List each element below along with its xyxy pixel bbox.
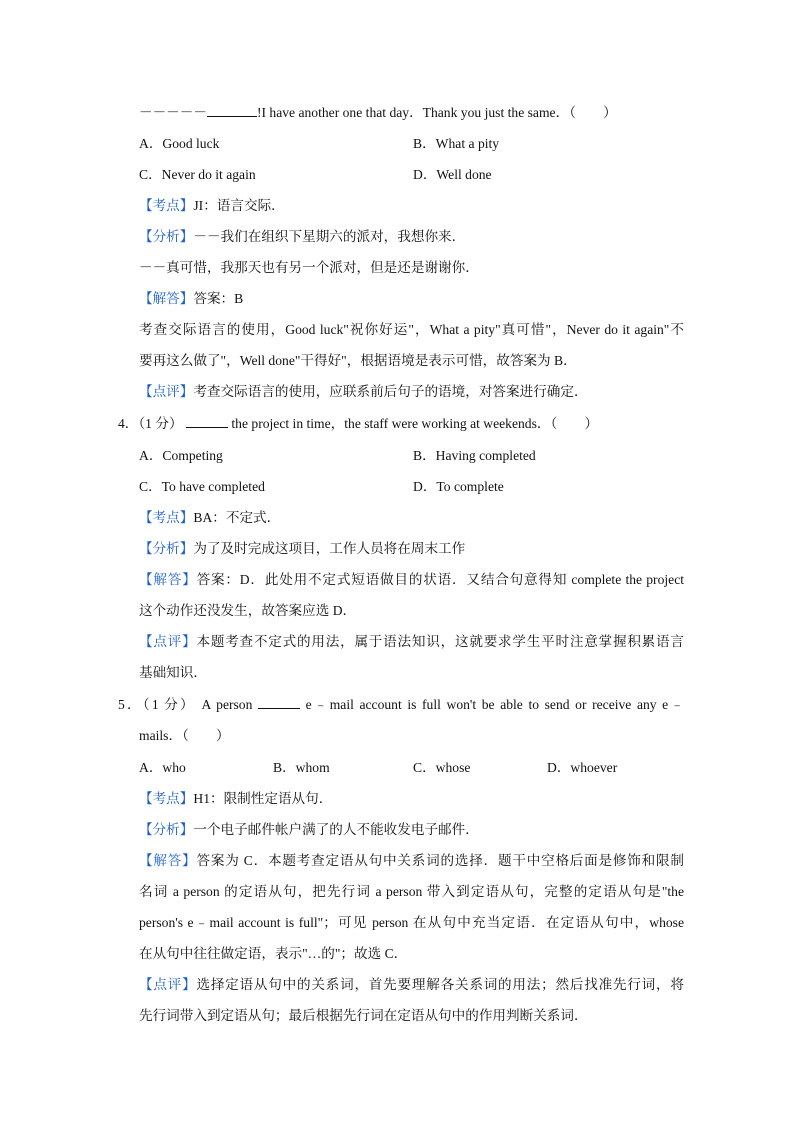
q4-option-c: C．To have completed [139,479,265,494]
q4-option-d: D．To complete [413,479,504,494]
q5-dianping-line2: 先行词带入到定语从句；最后根据先行词在定语从句中的作用判断关系词． [139,1008,588,1023]
q5-kaodian: 【考点】H1：限制性定语从句． [139,791,333,806]
q5-score: （1 分） [142,697,196,712]
fenxi-tag: 【分析】 [139,229,194,244]
jieda-tag: 【解答】 [139,291,194,306]
q5-option-d: D．whoever [547,760,618,775]
q4-kaodian: 【考点】BA：不定式． [139,510,281,525]
q3-option-d: D．Well done [413,167,492,182]
q5-options [139,752,684,783]
q4-jieda-line2: 这个动作还没发生，故答案应选 D． [139,603,357,618]
q4-options-row2 [139,471,684,502]
q3-stem-text: !I have another one that day．Thank you just the same．（ ） [256,105,617,120]
q3-option-a: A．Good luck [139,136,220,151]
q3-jieda: 【解答】答案：B [139,291,244,306]
q5-jieda-line4: 在从句中往往做定语，表示"…的"；故选 C． [139,946,408,961]
q4-dianping: 【点评】本题考查不定式的用法，属于语法知识，这就要求学生平时注意掌握积累语言 [139,634,685,649]
q5-jieda-line3: person's e﹣mail account is full"；可见 person 在从句中充当定语．在定语从句中，whose [139,915,684,930]
dianping-tag: 【点评】 [139,977,197,992]
q4-jieda: 【解答】答案：D．此处用不定式短语做目的状语．又结合句意得知 complete the project [139,572,685,587]
q5-option-c: C．whose [413,760,471,775]
q5-dianping: 【点评】选择定语从句中的关系词，首先要理解各关系词的用法；然后找准先行词，将 [139,977,685,992]
kaodian-tag: 【考点】 [139,510,194,525]
q4-blank [186,412,228,428]
dianping-tag: 【点评】 [139,384,194,399]
q5-stem: 5．（1 分） A person e﹣mail account is full won't be able to send or receive any e﹣ [118,689,684,720]
q3-option-b: B．What a pity [413,136,500,151]
fenxi-tag: 【分析】 [139,541,194,556]
jieda-tag: 【解答】 [139,572,197,587]
q3-options-row1 [139,128,684,159]
q3-explain-line2: 要再这么做了"，Well done"干得好"，根据语境是表示可惜，故答案为 B． [139,353,577,368]
dianping-tag: 【点评】 [139,634,197,649]
q3-blank [207,101,257,117]
kaodian-tag: 【考点】 [139,198,194,213]
fenxi-tag: 【分析】 [139,822,194,837]
q3-explain-line1: 考查交际语言的使用，Good luck"祝你好运"，What a pity"真可惜"，Never do it again"不 [139,322,684,337]
q4-options-row1 [139,440,684,471]
q5-jieda-line2: 名词 a person 的定语从句，把先行词 a person 带入到定语从句，完整的定语从句是"the [139,884,684,899]
q5-blank [258,693,300,709]
q4-score: （1 分） [138,416,183,431]
q5-option-a: A．who [139,760,186,775]
kaodian-tag: 【考点】 [139,791,194,806]
q3-fenxi: 【分析】－－我们在组织下星期六的派对，我想你来． [139,229,466,244]
q5-jieda: 【解答】答案为 C．本题考查定语从句中关系词的选择．题干中空格后面是修饰和限制 [139,853,685,868]
q3-stem [139,97,684,128]
q4-fenxi: 【分析】为了及时完成这项目，工作人员将在周末工作 [139,541,466,556]
q4-option-b: B．Having completed [413,448,536,463]
q5-number: 5． [118,697,143,712]
q4-stem [118,408,684,439]
q3-fenxi-line2: －－真可惜，我那天也有另一个派对，但是还是谢谢你． [139,260,479,275]
q5-stem-line2: mails．（ ） [139,728,230,743]
q4-stem-text: the project in time，the staff were working at weekends．（ ） [231,416,599,431]
q3-option-c: C．Never do it again [139,167,256,182]
q5-fenxi: 【分析】一个电子邮件帐户满了的人不能收发电子邮件． [139,822,479,837]
q3-dashes: －－－－－ [139,105,207,120]
q3-dianping: 【点评】考查交际语言的使用，应联系前后句子的语境，对答案进行确定． [139,384,588,399]
q5-option-b: B．whom [273,760,330,775]
q3-kaodian: 【考点】JI：语言交际． [139,198,285,213]
jieda-tag: 【解答】 [139,853,197,868]
q4-number: 4． [118,416,139,431]
q3-options-row2 [139,159,684,190]
q4-option-a: A．Competing [139,448,223,463]
q4-dianping-line2: 基础知识． [139,665,207,680]
